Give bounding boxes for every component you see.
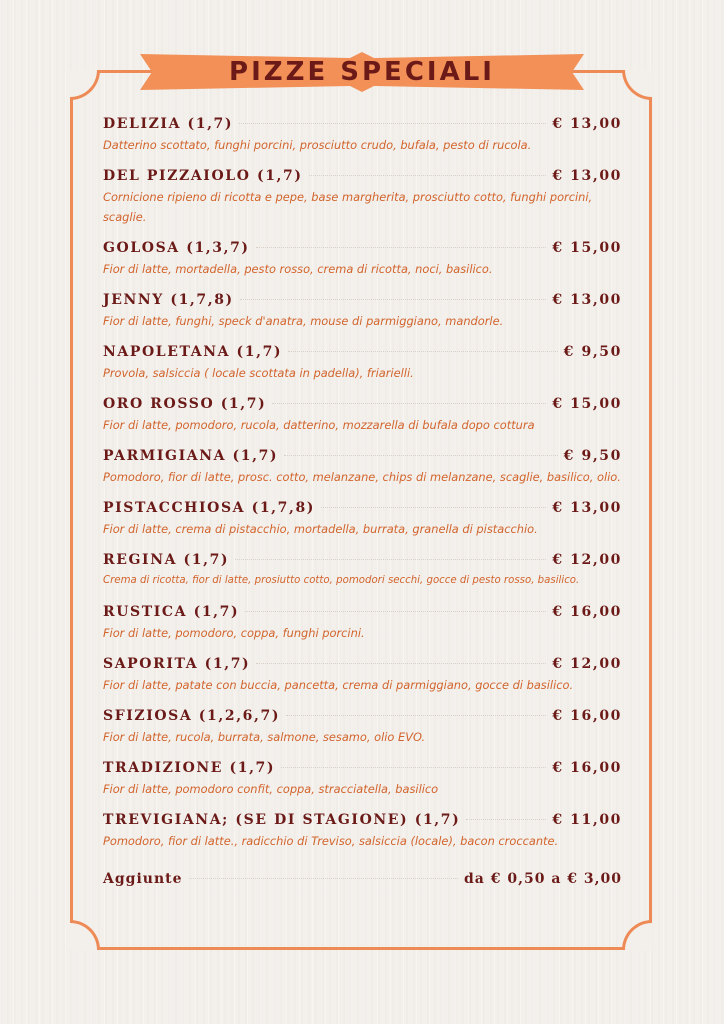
item-price: € 12,00: [552, 552, 622, 568]
title-banner: [140, 52, 584, 92]
menu-item: [103, 396, 622, 435]
menu-item: [103, 760, 622, 799]
corner-ornament: [70, 70, 100, 100]
item-price: € 9,50: [563, 448, 622, 464]
item-price: € 9,50: [563, 344, 622, 360]
dot-leader: [235, 559, 546, 560]
item-name: RUSTICA (1,7): [103, 604, 240, 620]
item-price: € 12,00: [552, 656, 622, 672]
item-price: € 13,00: [552, 292, 622, 308]
item-description: Fior di latte, crema di pistacchio, mortadella, burrata, granella di pistacchio.: [103, 522, 538, 536]
corner-ornament: [622, 70, 652, 100]
item-name: TRADIZIONE (1,7): [103, 760, 276, 776]
corner-ornament: [622, 920, 652, 950]
dot-leader: [284, 455, 558, 456]
item-price: € 15,00: [552, 396, 622, 412]
item-price: € 13,00: [552, 500, 622, 516]
item-price: € 13,00: [552, 116, 622, 132]
item-name: REGINA (1,7): [103, 552, 230, 568]
menu-item: [103, 656, 622, 695]
corner-ornament: [70, 920, 100, 950]
extras-price: da € 0,50 a € 3,00: [464, 871, 622, 887]
menu-item: [103, 708, 622, 747]
item-price: € 13,00: [552, 168, 622, 184]
item-description: Datterino scottato, funghi porcini, prosciutto crudo, bufala, pesto di rucola.: [103, 138, 532, 152]
menu-item: [103, 240, 622, 279]
menu-item: [103, 604, 622, 643]
item-description: Crema di ricotta, fior di latte, prosiutto cotto, pomodori secchi, gocce di pesto rosso, basilico.: [103, 575, 580, 586]
menu-list: [103, 116, 622, 887]
menu-item: [103, 344, 622, 383]
dot-leader: [272, 403, 546, 404]
item-name: DEL PIZZAIOLO (1,7): [103, 168, 303, 184]
dot-leader: [321, 507, 546, 508]
item-name: PARMIGIANA (1,7): [103, 448, 279, 464]
menu-item: [103, 448, 622, 487]
item-description: Provola, salsiccia ( locale scottata in padella), friarielli.: [103, 366, 414, 380]
item-description: Pomodoro, fior di latte., radicchio di Treviso, salsiccia (locale), bacon croccante.: [103, 834, 559, 848]
item-price: € 16,00: [552, 604, 622, 620]
item-price: € 11,00: [552, 812, 622, 828]
menu-item: [103, 292, 622, 331]
dot-leader: [245, 611, 546, 612]
item-description: Fior di latte, patate con buccia, pancetta, crema di parmiggiano, gocce di basilico.: [103, 678, 574, 692]
dot-leader: [239, 123, 546, 124]
extras-label: Aggiunte: [103, 871, 183, 887]
item-description: Fior di latte, funghi, speck d'anatra, mouse di parmiggiano, mandorle.: [103, 314, 504, 328]
item-description: Fior di latte, pomodoro, coppa, funghi porcini.: [103, 626, 365, 640]
item-description: Pomodoro, fior di latte, prosc. cotto, melanzane, chips di melanzane, scaglie, basilico, olio.: [103, 470, 621, 484]
item-name: SFIZIOSA (1,2,6,7): [103, 708, 281, 724]
item-name: GOLOSA (1,3,7): [103, 240, 250, 256]
dot-leader: [309, 175, 547, 176]
item-name: SAPORITA (1,7): [103, 656, 251, 672]
page-title: PIZZE SPECIALI: [229, 57, 495, 87]
menu-item: [103, 812, 622, 851]
dot-leader: [240, 299, 547, 300]
item-price: € 16,00: [552, 760, 622, 776]
dot-leader: [256, 663, 546, 664]
dot-leader: [189, 878, 459, 879]
item-description: Fior di latte, pomodoro, rucola, datterino, mozzarella di bufala dopo cottura: [103, 418, 535, 432]
menu-item: [103, 168, 622, 227]
item-name: JENNY (1,7,8): [103, 292, 234, 308]
item-price: € 15,00: [552, 240, 622, 256]
menu-item: [103, 500, 622, 539]
item-description: Fior di latte, rucola, burrata, salmone, sesamo, olio EVO.: [103, 730, 426, 744]
item-name: NAPOLETANA (1,7): [103, 344, 283, 360]
dot-leader: [466, 819, 546, 820]
dot-leader: [281, 767, 546, 768]
item-description: Fior di latte, pomodoro confit, coppa, stracciatella, basilico: [103, 782, 439, 796]
item-name: PISTACCHIOSA (1,7,8): [103, 500, 316, 516]
item-name: DELIZIA (1,7): [103, 116, 234, 132]
item-name: TREVIGIANA; (SE DI STAGIONE) (1,7): [103, 812, 461, 828]
dot-leader: [286, 715, 546, 716]
item-price: € 16,00: [552, 708, 622, 724]
menu-item: [103, 116, 622, 155]
menu-item: [103, 552, 622, 591]
item-description: Fior di latte, mortadella, pesto rosso, crema di ricotta, noci, basilico.: [103, 262, 493, 276]
extras-row: [103, 871, 622, 887]
dot-leader: [256, 247, 547, 248]
dot-leader: [288, 351, 558, 352]
item-name: ORO ROSSO (1,7): [103, 396, 267, 412]
item-description: Cornicione ripieno di ricotta e pepe, base margherita, prosciutto cotto, funghi porcini, scaglie.: [103, 190, 593, 224]
